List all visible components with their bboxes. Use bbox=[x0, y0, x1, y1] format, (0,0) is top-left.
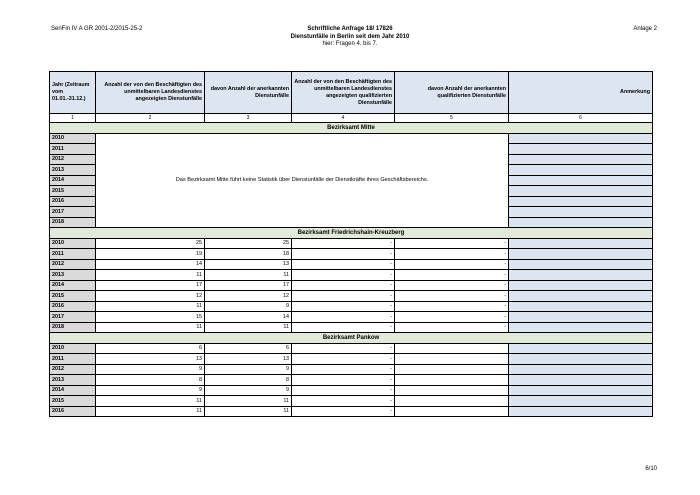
qualified-recognized-count: - bbox=[395, 301, 509, 312]
year-cell: 2013 bbox=[50, 375, 96, 386]
section-row bbox=[50, 228, 653, 239]
qualified-recognized-count bbox=[395, 343, 509, 354]
col-header-qualified-recognized: davon Anzahl der anerkannten qualifizierten Dienstunfälle bbox=[395, 72, 509, 114]
table-row bbox=[50, 312, 653, 323]
year-cell: 2014 bbox=[50, 175, 96, 186]
recognized-count: 11 bbox=[205, 396, 292, 407]
qualified-reported-count: - bbox=[292, 238, 395, 249]
year-cell: 2014 bbox=[50, 385, 96, 396]
section-row bbox=[50, 333, 653, 344]
qualified-recognized-count bbox=[395, 406, 509, 417]
qualified-reported-count: - bbox=[292, 396, 395, 407]
table-row bbox=[50, 259, 653, 270]
qualified-recognized-count: - bbox=[395, 270, 509, 281]
document-reference: SenFin IV A GR 2001-2/2015-25-2 bbox=[51, 26, 143, 32]
year-cell: 2010 bbox=[50, 133, 96, 144]
qualified-reported-count: - bbox=[292, 343, 395, 354]
remark-cell bbox=[509, 375, 653, 386]
remark-cell bbox=[509, 186, 653, 197]
year-cell: 2012 bbox=[50, 259, 96, 270]
year-cell: 2011 bbox=[50, 249, 96, 260]
remark-cell bbox=[509, 144, 653, 155]
recognized-count: 9 bbox=[205, 364, 292, 375]
recognized-count: 8 bbox=[205, 375, 292, 386]
table-row bbox=[50, 249, 653, 260]
col-header-year: Jahr (Zeitraum vom 01.01.-31.12.) bbox=[50, 72, 96, 114]
qualified-reported-count: - bbox=[292, 312, 395, 323]
table-row bbox=[50, 396, 653, 407]
table-row bbox=[50, 364, 653, 375]
table-row bbox=[50, 291, 653, 302]
reported-count: 11 bbox=[96, 322, 205, 333]
accident-statistics-table bbox=[49, 71, 653, 417]
remark-cell bbox=[509, 196, 653, 207]
reported-count: 8 bbox=[96, 375, 205, 386]
year-cell: 2017 bbox=[50, 207, 96, 218]
qualified-recognized-count bbox=[395, 375, 509, 386]
table-row bbox=[50, 343, 653, 354]
table-row bbox=[50, 238, 653, 249]
page-number: 6/10 bbox=[645, 466, 657, 472]
qualified-recognized-count bbox=[395, 354, 509, 365]
year-cell: 2016 bbox=[50, 406, 96, 417]
recognized-count: 9 bbox=[205, 301, 292, 312]
year-cell: 2013 bbox=[50, 270, 96, 281]
remark-cell bbox=[509, 312, 653, 323]
qualified-reported-count: - bbox=[292, 259, 395, 270]
recognized-count: 13 bbox=[205, 259, 292, 270]
remark-cell bbox=[509, 291, 653, 302]
remark-cell bbox=[509, 385, 653, 396]
recognized-count: 17 bbox=[205, 280, 292, 291]
col-number: 5 bbox=[395, 114, 509, 123]
recognized-count: 25 bbox=[205, 238, 292, 249]
col-number: 2 bbox=[96, 114, 205, 123]
year-cell: 2015 bbox=[50, 396, 96, 407]
qualified-recognized-count bbox=[395, 385, 509, 396]
table-row bbox=[50, 280, 653, 291]
remark-cell bbox=[509, 343, 653, 354]
remark-cell bbox=[509, 249, 653, 260]
recognized-count: 6 bbox=[205, 343, 292, 354]
year-cell: 2012 bbox=[50, 154, 96, 165]
recognized-count: 9 bbox=[205, 385, 292, 396]
reported-count: 12 bbox=[96, 291, 205, 302]
col-header-remark: Anmerkung bbox=[509, 72, 653, 114]
section-row bbox=[50, 123, 653, 134]
year-cell: 2011 bbox=[50, 144, 96, 155]
qualified-recognized-count: - bbox=[395, 259, 509, 270]
remark-cell bbox=[509, 322, 653, 333]
reported-count: 14 bbox=[96, 259, 205, 270]
qualified-reported-count: - bbox=[292, 249, 395, 260]
recognized-count: 18 bbox=[205, 249, 292, 260]
remark-cell bbox=[509, 270, 653, 281]
remark-cell bbox=[509, 406, 653, 417]
remark-cell bbox=[509, 154, 653, 165]
remark-cell bbox=[509, 280, 653, 291]
qualified-recognized-count bbox=[395, 396, 509, 407]
reported-count: 17 bbox=[96, 280, 205, 291]
reported-count: 11 bbox=[96, 406, 205, 417]
remark-cell bbox=[509, 238, 653, 249]
topic-title: Dienstunfälle in Berlin seit dem Jahr 2010 bbox=[290, 33, 410, 40]
reported-count: 9 bbox=[96, 364, 205, 375]
section-title: Bezirksamt Pankow bbox=[50, 333, 653, 344]
table-row bbox=[50, 354, 653, 365]
remark-cell bbox=[509, 207, 653, 218]
qualified-reported-count: - bbox=[292, 291, 395, 302]
recognized-count: 11 bbox=[205, 322, 292, 333]
recognized-count: 11 bbox=[205, 406, 292, 417]
col-number: 1 bbox=[50, 114, 96, 123]
reported-count: 13 bbox=[96, 354, 205, 365]
recognized-count: 13 bbox=[205, 354, 292, 365]
reported-count: 19 bbox=[96, 249, 205, 260]
table-row bbox=[50, 270, 653, 281]
table-row bbox=[50, 406, 653, 417]
remark-cell bbox=[509, 217, 653, 228]
qualified-reported-count: - bbox=[292, 406, 395, 417]
qualified-reported-count: - bbox=[292, 301, 395, 312]
recognized-count: 14 bbox=[205, 312, 292, 323]
reported-count: 25 bbox=[96, 238, 205, 249]
col-number: 3 bbox=[205, 114, 292, 123]
remark-cell bbox=[509, 396, 653, 407]
qualified-recognized-count bbox=[395, 364, 509, 375]
qualified-recognized-count: - bbox=[395, 312, 509, 323]
table-row bbox=[50, 133, 653, 144]
year-cell: 2018 bbox=[50, 322, 96, 333]
qualified-reported-count: - bbox=[292, 364, 395, 375]
remark-cell bbox=[509, 165, 653, 176]
table-row bbox=[50, 301, 653, 312]
reported-count: 15 bbox=[96, 312, 205, 323]
table-row bbox=[50, 322, 653, 333]
year-cell: 2016 bbox=[50, 196, 96, 207]
qualified-reported-count: - bbox=[292, 385, 395, 396]
qualified-reported-count: - bbox=[292, 375, 395, 386]
qualified-recognized-count: - bbox=[395, 291, 509, 302]
reported-count: 11 bbox=[96, 301, 205, 312]
year-cell: 2013 bbox=[50, 165, 96, 176]
year-cell: 2010 bbox=[50, 343, 96, 354]
qualified-recognized-count: - bbox=[395, 322, 509, 333]
reported-count: 11 bbox=[96, 396, 205, 407]
year-cell: 2011 bbox=[50, 354, 96, 365]
qualified-recognized-count: - bbox=[395, 238, 509, 249]
recognized-count: 12 bbox=[205, 291, 292, 302]
year-cell: 2015 bbox=[50, 186, 96, 197]
reported-count: 11 bbox=[96, 270, 205, 281]
col-header-qualified-reported: Anzahl der von den Beschäftigten des unmittelbaren Landesdienstes angezeigten qualifizierten Dienstunfälle bbox=[292, 72, 395, 114]
year-cell: 2012 bbox=[50, 364, 96, 375]
no-statistics-note: Das Bezirksamt Mitte führt keine Statistik über Dienstunfälle der Dienstkräfte ihres Geschäftsbereichs. bbox=[96, 133, 509, 228]
qualified-recognized-count: - bbox=[395, 280, 509, 291]
remark-cell bbox=[509, 175, 653, 186]
year-cell: 2014 bbox=[50, 280, 96, 291]
inquiry-title: Schriftliche Anfrage 18/ 17826 bbox=[307, 26, 393, 32]
qualified-reported-count: - bbox=[292, 322, 395, 333]
attachment-label: Anlage 2 bbox=[633, 26, 657, 32]
reported-count: 9 bbox=[96, 385, 205, 396]
year-cell: 2018 bbox=[50, 217, 96, 228]
qualified-reported-count: - bbox=[292, 354, 395, 365]
remark-cell bbox=[509, 364, 653, 375]
recognized-count: 11 bbox=[205, 270, 292, 281]
subtitle: hier: Fragen 4. bis 7. bbox=[322, 41, 378, 47]
reported-count: 6 bbox=[96, 343, 205, 354]
document-header bbox=[0, 26, 700, 49]
col-number: 4 bbox=[292, 114, 395, 123]
remark-cell bbox=[509, 354, 653, 365]
qualified-reported-count: - bbox=[292, 270, 395, 281]
remark-cell bbox=[509, 133, 653, 144]
section-title: Bezirksamt Mitte bbox=[50, 123, 653, 134]
remark-cell bbox=[509, 301, 653, 312]
col-number: 6 bbox=[509, 114, 653, 123]
qualified-recognized-count: - bbox=[395, 249, 509, 260]
year-cell: 2015 bbox=[50, 291, 96, 302]
table-row bbox=[50, 385, 653, 396]
col-header-recognized: davon Anzahl der anerkannten Dienstunfälle bbox=[205, 72, 292, 114]
remark-cell bbox=[509, 259, 653, 270]
year-cell: 2016 bbox=[50, 301, 96, 312]
year-cell: 2017 bbox=[50, 312, 96, 323]
qualified-reported-count: - bbox=[292, 280, 395, 291]
section-title: Bezirksamt Friedrichshain-Kreuzberg bbox=[50, 228, 653, 239]
table-row bbox=[50, 375, 653, 386]
year-cell: 2010 bbox=[50, 238, 96, 249]
col-header-reported: Anzahl der von den Beschäftigten des unmittelbaren Landesdienstes angezeigten Dienstunfälle bbox=[96, 72, 205, 114]
